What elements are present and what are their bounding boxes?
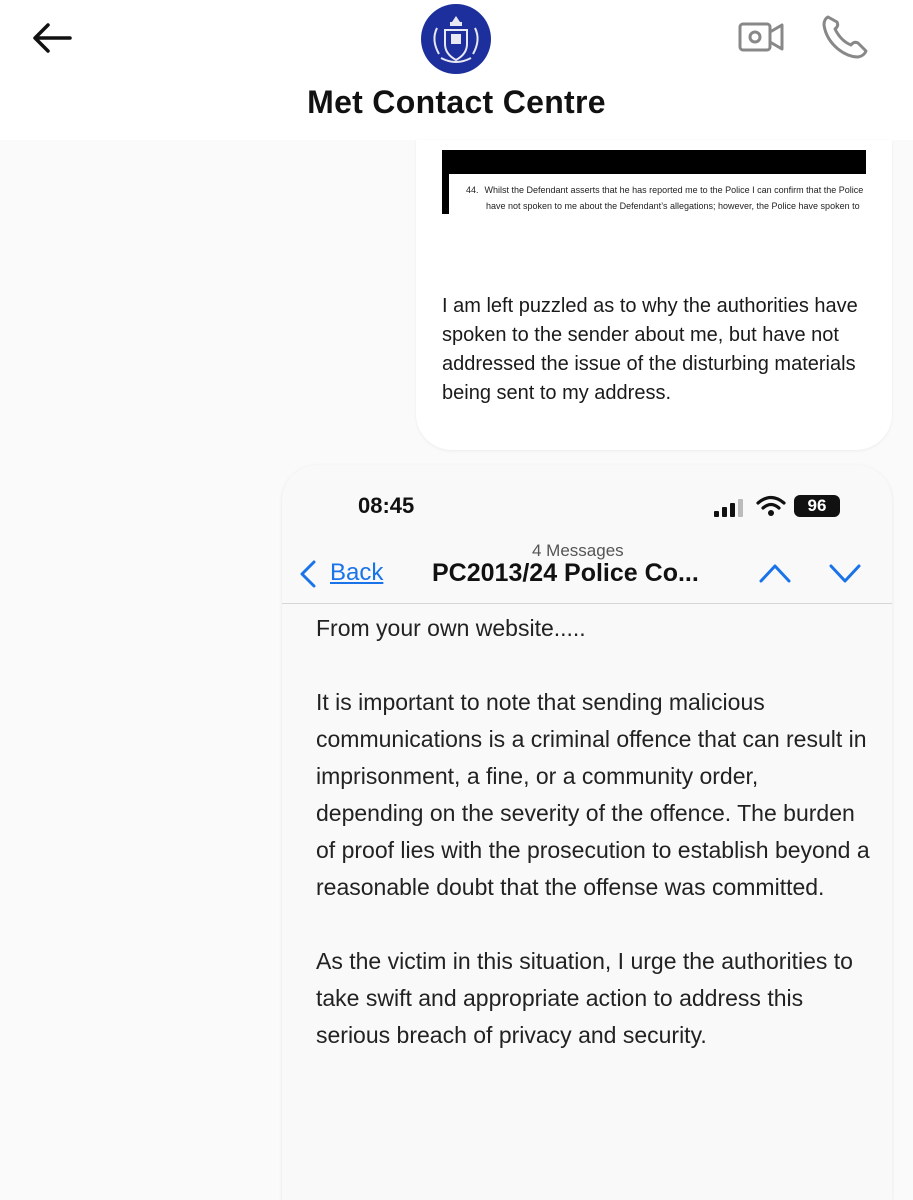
- phone-call-icon[interactable]: [820, 13, 868, 59]
- wifi-icon: [756, 495, 786, 517]
- document-line-text: have not spoken to me about the Defendant’s allegations; however, the Police have spoken to: [486, 201, 860, 211]
- redaction-bar: [442, 150, 449, 214]
- back-button[interactable]: Back: [330, 559, 384, 586]
- video-call-icon[interactable]: [738, 16, 784, 56]
- document-excerpt: [466, 182, 876, 214]
- messages-count: 4 Messages: [532, 541, 624, 560]
- police-crest-logo[interactable]: [421, 4, 491, 74]
- contact-name[interactable]: Met Contact Centre: [307, 84, 606, 120]
- signal-icon: [714, 499, 744, 517]
- email-paragraph: As the victim in this situation, I urge the authorities to take swift and appropriate action to address this serious breach of privacy and security.: [316, 948, 853, 1048]
- email-paragraph: It is important to note that sending malicious communications is a criminal offence that can result in imprisonment, a fine, or a community order, depending on the severity of the offence. The burden of proof lies with the prosecution to establish beyond a reasonable doubt that the offense was committed.: [316, 689, 870, 900]
- battery-icon: 96: [794, 495, 840, 517]
- attached-screenshot[interactable]: [282, 465, 892, 1200]
- redaction-bar: [442, 150, 866, 174]
- message-thread[interactable]: [0, 140, 913, 1200]
- chevron-down-icon[interactable]: [828, 561, 862, 585]
- back-arrow-icon[interactable]: [30, 20, 74, 56]
- paragraph-number: 44.: [466, 185, 479, 195]
- mail-thread-title: PC2013/24 Police Co...: [432, 559, 699, 587]
- chat-header: [0, 0, 913, 140]
- email-body: [316, 610, 872, 1091]
- message-text: I am left puzzled as to why the authorities have spoken to the sender about me, but have not addressed the issue of the disturbing materials being sent to my address.: [442, 295, 858, 404]
- document-line: [466, 182, 876, 198]
- mail-nav-bar: [282, 525, 892, 604]
- message-bubble[interactable]: [416, 140, 892, 450]
- document-line: [466, 198, 876, 214]
- chevron-up-icon[interactable]: [758, 561, 792, 585]
- status-time: 08:45: [358, 493, 415, 518]
- chevron-left-icon[interactable]: [298, 559, 318, 589]
- document-line-text: Whilst the Defendant asserts that he has reported me to the Police I can confirm that the Police: [484, 185, 864, 195]
- email-paragraph: From your own website.....: [316, 615, 586, 641]
